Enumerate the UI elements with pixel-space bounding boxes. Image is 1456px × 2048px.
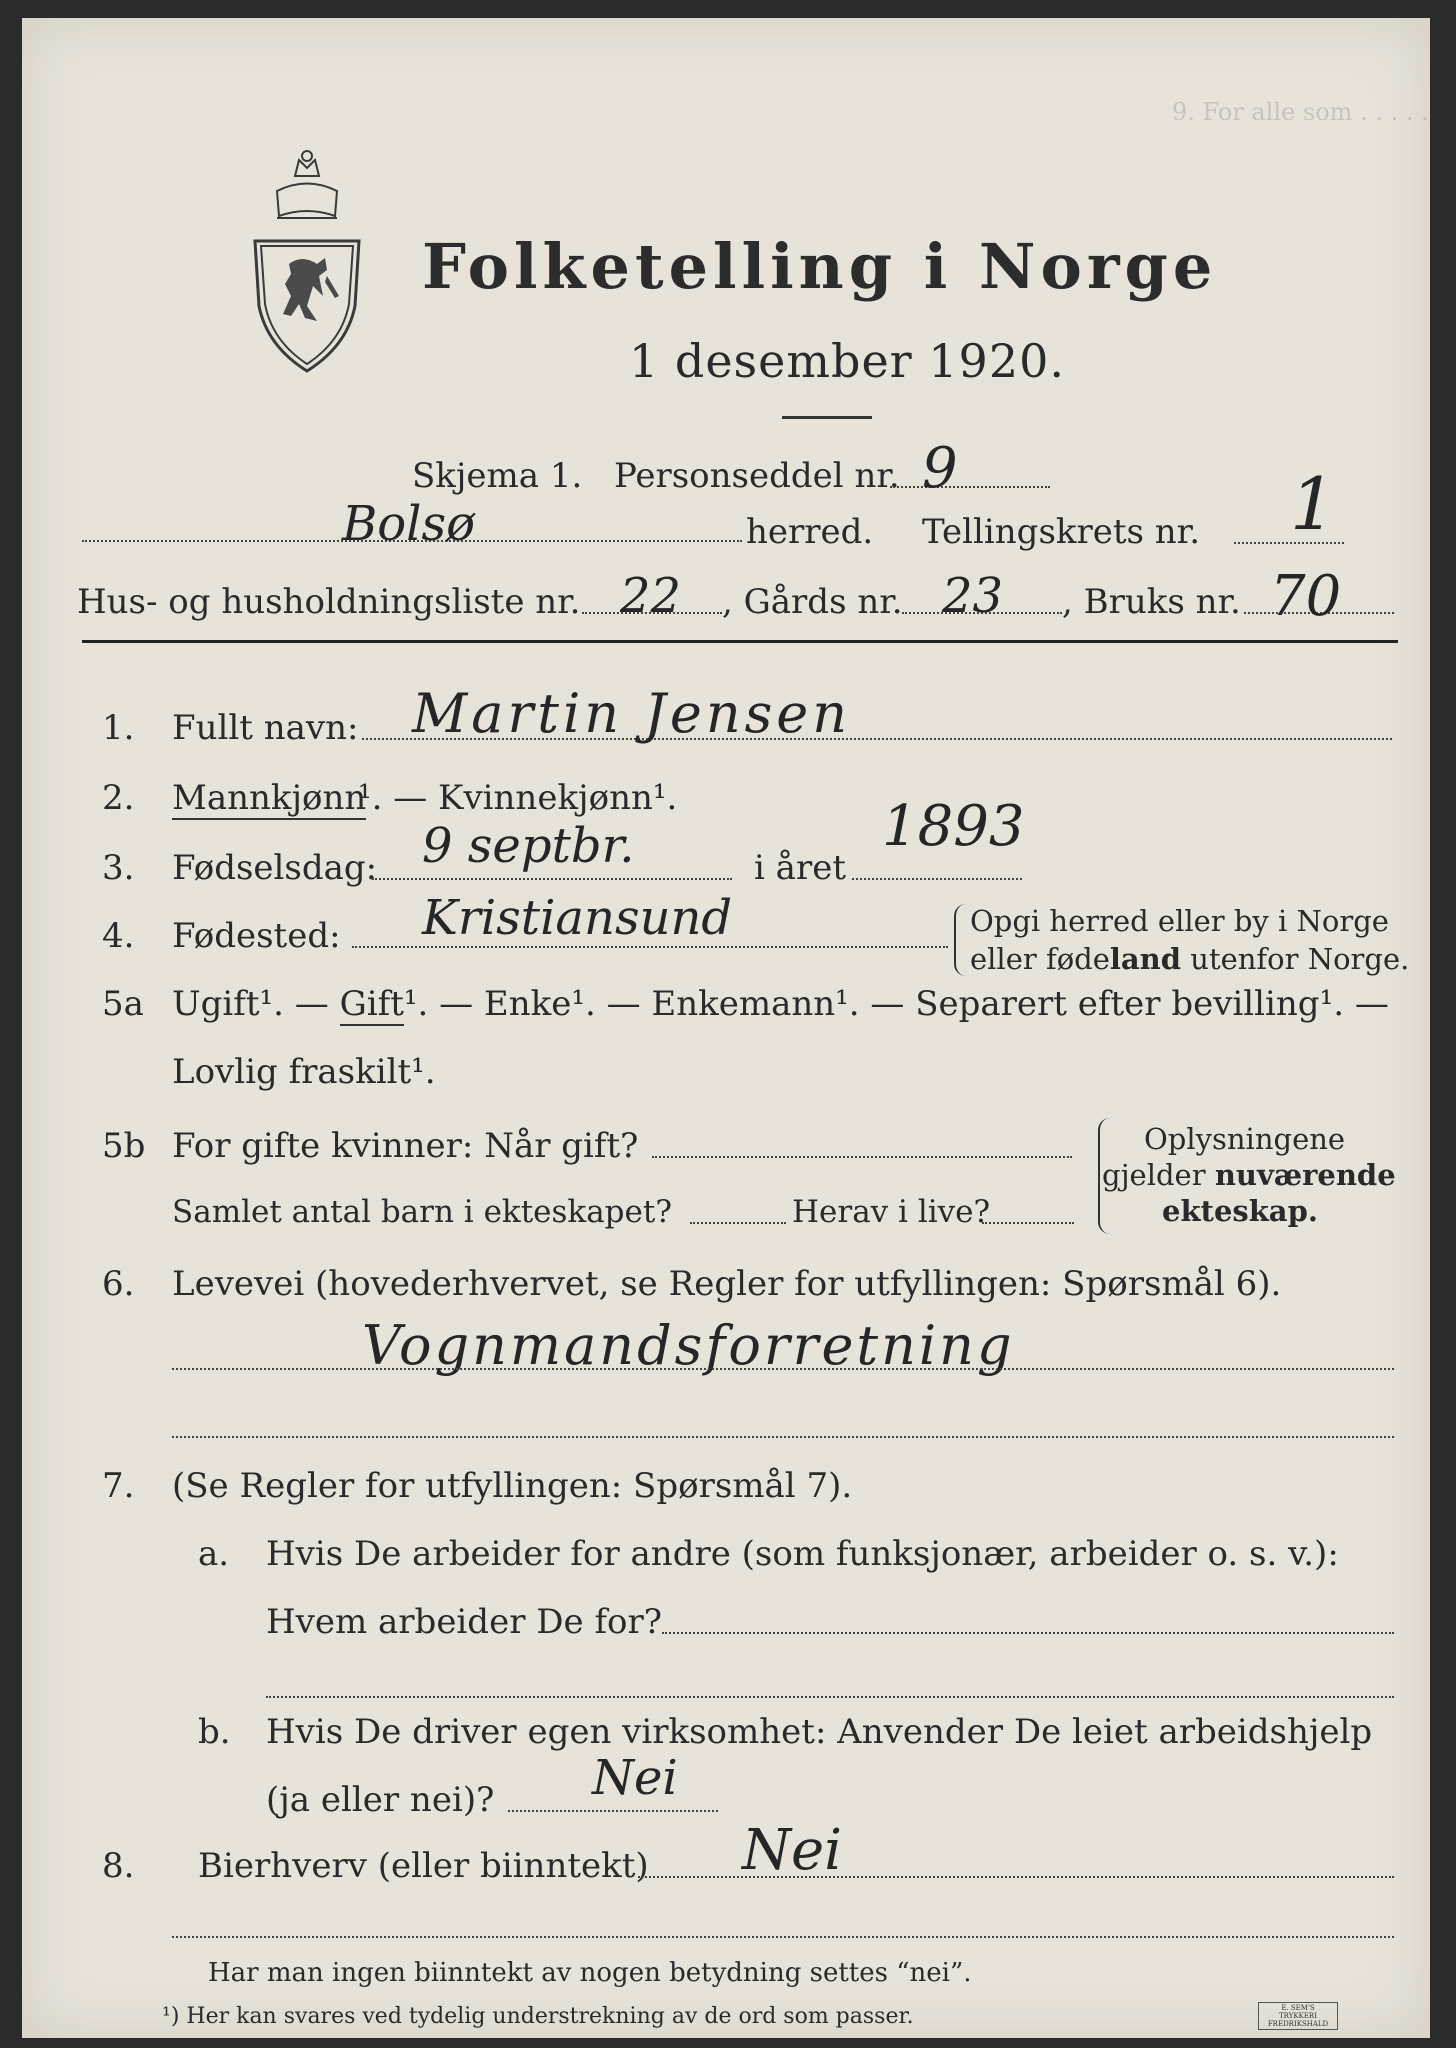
q5b-note-line1: Oplysningene — [1144, 1122, 1346, 1156]
bleed-through-text: 9. For alle som . . . . . — [1172, 98, 1429, 126]
q7a-question: Hvem arbeider De for? — [266, 1602, 662, 1642]
hus-value: 22 — [620, 568, 682, 624]
q5b-line2 — [690, 1222, 786, 1224]
q5a-number: 5a — [102, 984, 144, 1024]
q4-note-line1: Opgi herred eller by i Norge — [970, 904, 1389, 938]
q2-female-option: ¹. — Kvinnekjønn¹. — [358, 778, 678, 818]
census-date: 1 desember 1920. — [629, 334, 1065, 388]
birthdate-value: 9 septbr. — [422, 818, 635, 874]
q5a-post: ¹. — Enke¹. — Enkemann¹. — Separert efter bevilling¹. — — [403, 984, 1389, 1024]
tellingskrets-value: 1 — [1290, 462, 1336, 546]
q1-label: Fullt navn: — [172, 708, 359, 748]
q5a-options — [172, 984, 1389, 1024]
q6-number: 6. — [102, 1264, 135, 1304]
footer-note: Har man ingen biinntekt av nogen betydning settes “nei”. — [208, 1958, 972, 1988]
q4-note-line2-pre: eller føde — [970, 942, 1110, 976]
footer-divider — [172, 1936, 1394, 1938]
q6-line1 — [172, 1368, 1394, 1370]
q8-value: Nei — [742, 1818, 843, 1883]
bruks-value: 70 — [1270, 564, 1342, 629]
herred-label: herred. — [746, 512, 874, 552]
q3-line — [372, 878, 732, 880]
q4-note-brace — [954, 904, 966, 976]
q5b-label1: For gifte kvinner: Når gift? — [172, 1126, 639, 1166]
q5b-line1 — [652, 1156, 1072, 1158]
footnote: ¹) Her kan svares ved tydelig understrekning av de ord som passer. — [162, 2004, 914, 2029]
q5b-note-line3: ekteskap. — [1162, 1194, 1318, 1228]
q5a-line2: Lovlig fraskilt¹. — [172, 1052, 436, 1092]
q8-label: Bierhverv (eller biinntekt) — [198, 1846, 649, 1886]
q7a-text: Hvis De arbeider for andre (som funksjonær, arbeider o. s. v.): — [266, 1534, 1339, 1574]
personseddel-value: 9 — [922, 436, 958, 501]
personseddel-label: Personseddel nr. — [614, 456, 900, 496]
q7a-line1 — [662, 1632, 1394, 1634]
gards-label: , Gårds nr. — [722, 582, 903, 622]
tellingskrets-label: Tellingskrets nr. — [922, 512, 1201, 552]
full-name-value: Martin Jensen — [412, 682, 852, 745]
q8-number: 8. — [102, 1846, 135, 1886]
q4-label: Fødested: — [172, 916, 341, 956]
q3-year-line — [852, 878, 1022, 880]
q5b-label3: Herav i live? — [792, 1194, 991, 1230]
q7a-line2 — [266, 1696, 1394, 1698]
schema-number: Skjema 1. — [412, 456, 583, 496]
q2-male-option: Mannkjønn — [172, 778, 367, 818]
q5b-note-line2-bold: nuværende — [1214, 1158, 1396, 1192]
q5b-label2: Samlet antal barn i ekteskapet? — [172, 1194, 672, 1230]
q7a-letter: a. — [198, 1534, 230, 1574]
q7b-line — [508, 1810, 718, 1812]
form-title: Folketelling i Norge — [422, 230, 1218, 303]
q3-number: 3. — [102, 848, 135, 888]
q2-number: 2. — [102, 778, 135, 818]
title-divider — [782, 416, 872, 419]
q4-line — [352, 946, 948, 948]
herred-value: Bolsø — [342, 496, 476, 552]
personseddel-line — [890, 486, 1050, 488]
q7b-letter: b. — [198, 1712, 231, 1752]
q5a-pre: Ugift¹. — — [172, 984, 340, 1024]
q7b-question: (ja eller nei)? — [266, 1780, 495, 1820]
q6-line2 — [172, 1436, 1394, 1438]
birthplace-value: Kristiansund — [422, 890, 733, 946]
q5b-line3 — [982, 1222, 1074, 1224]
printer-stamp: E. SEM'S TRYKKERI FREDRIKSHALD — [1258, 2002, 1338, 2030]
q3-label: Fødselsdag: — [172, 848, 378, 888]
occupation-value: Vognmandsforretning — [362, 1314, 1015, 1377]
q7-label: (Se Regler for utfyllingen: Spørsmål 7). — [172, 1466, 853, 1506]
header-separator — [82, 640, 1398, 643]
norway-coat-of-arms-icon — [247, 146, 367, 378]
q4-note-line2-bold: land — [1109, 942, 1182, 976]
q7b-text: Hvis De driver egen virksomhet: Anvender De leiet arbeidshjelp — [266, 1712, 1373, 1752]
q5b-number: 5b — [102, 1126, 146, 1166]
q3-year-label: i året — [754, 848, 846, 888]
q4-note-line2 — [970, 942, 1409, 976]
birth-year-value: 1893 — [882, 794, 1025, 859]
gards-value: 23 — [942, 568, 1004, 624]
bruks-label: , Bruks nr. — [1062, 582, 1241, 622]
q4-number: 4. — [102, 916, 135, 956]
q5b-note-line2-pre: gjelder — [1102, 1158, 1215, 1192]
q7-number: 7. — [102, 1466, 135, 1506]
q1-number: 1. — [102, 708, 135, 748]
q5a-gift-option: Gift — [339, 984, 404, 1024]
q4-note-line2-post: utenfor Norge. — [1181, 942, 1410, 976]
q7b-value: Nei — [592, 1750, 678, 1806]
hus-label: Hus- og husholdningsliste nr. — [77, 582, 581, 622]
census-form-sheet — [22, 18, 1430, 2038]
q5b-note-line2 — [1102, 1158, 1396, 1192]
q6-label: Levevei (hovederhvervet, se Regler for utfyllingen: Spørsmål 6). — [172, 1264, 1282, 1304]
